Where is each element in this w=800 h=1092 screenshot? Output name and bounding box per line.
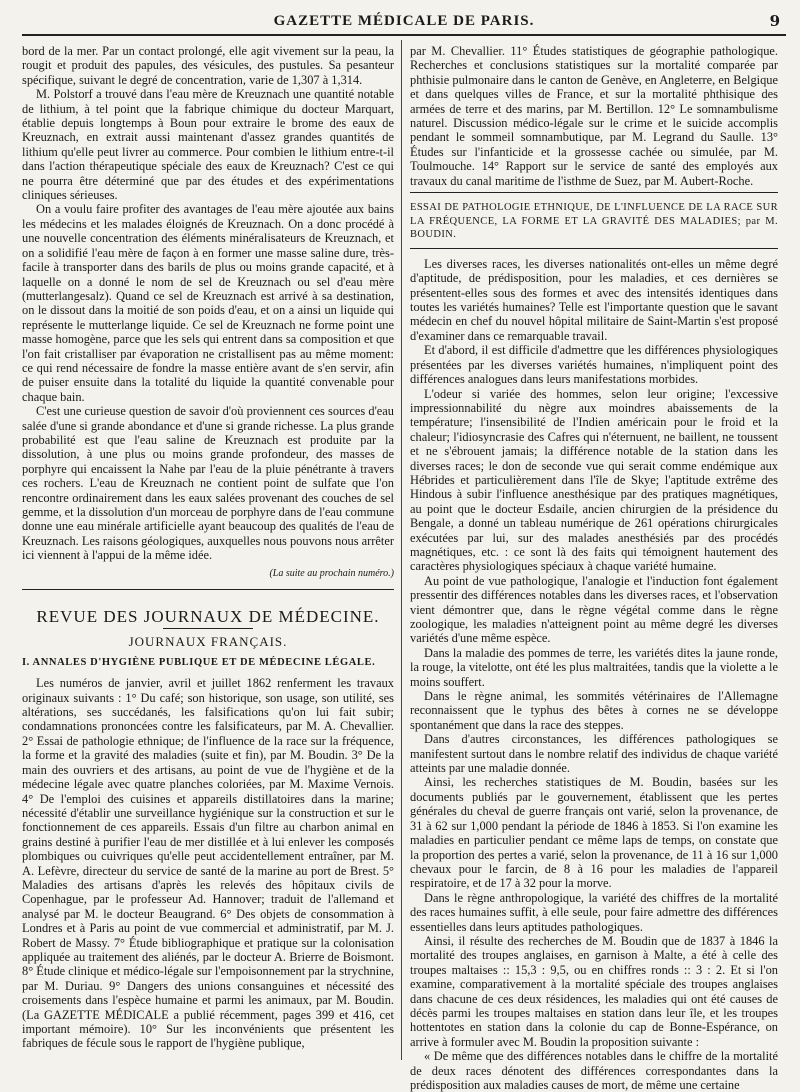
article-rule (410, 192, 778, 193)
paragraph: M. Polstorf a trouvé dans l'eau mère de Kreuznach une quantité notable de lithium, à tel point que la fabrique chimique du docteur Marquart, établie depuis longtemps à Boun pour extraire le brome des eaux de Kreuznach, en extrait aussi maintenant d'assez grandes quantités de lithium qu'elle peut livrer au commerce. Pour combien le lithium entre-t-il dans l'action thérapeutique spéciale des eaux de Kreuznach? C'est ce qui ne pourra être déterminé que par des études et des expérimentations cliniques sérieuses. (22, 87, 394, 203)
paragraph: On a voulu faire profiter des avantages de l'eau mère ajoutée aux bains les médecins et les malades éloignés de Kreuznach. On a donc procédé à une nouvelle concentration des éléments minéralisateurs de Kreuznach, et on a solidifié l'eau mère de façon à en former une masse saline dure, très-facile à transporter dans des barils de plus ou moins grande capacité, et à laquelle on a donné le nom de sel de Kreuznach ou sel d'eau mère (mutterlangesalz). Quand ce sel de Kreuznach est arrivé à sa destination, on le dissout dans la moitié de son poids d'eau, et on a ainsi un liquide qui représente le mutterlange liquide. Ce sel de Kreuznach ne forme point une masse homogène, parce que les sels qui entrent dans sa composition et que l'on fait cristalliser par évaporation ne cristallisent pas au même moment: ce qui rend nécessaire de fondre la masse entière avant de s'en servir, afin de puiser ensuite dans la totalité du liquide la quantité convenable pour chaque bain. (22, 202, 394, 404)
section-title: I. ANNALES D'HYGIÈNE PUBLIQUE ET DE MÉDECINE LÉGALE. (22, 656, 376, 668)
paragraph: Au point de vue pathologique, l'analogie et l'induction font également pressentir des différences notables dans les diverses races, et l'observation vient démontrer que, dans le règne végétal comme dans le règne zoologique, les maladies n'atteignent point au même degré les diverses variétés d'une même espèce. (410, 573, 778, 646)
article-rule (410, 248, 778, 249)
paragraph: bord de la mer. Par un contact prolongé, elle agit vivement sur la peau, la rougit et produit des papules, des vésicules, des pustules. Sa pesanteur spécifique, suivant le degré de concentration, varie de 1,307 à 1,314. (22, 44, 394, 87)
column-divider (401, 40, 402, 1060)
section-rule (22, 589, 394, 590)
paragraph: par M. Chevallier. 11° Études statistiques de géographie pathologique. Recherches et conclusions statistiques sur la mortalité comparée par phthisie pulmonaire dans le canton de Genève, en Angleterre, en Belgique et dans quelques villes de France, et sur la mortalité phthisique des armées de terre et des marins, par M. Bertillon. 12° Le somnambulisme naturel. Discussion médico-légale sur le crime et le suicide accomplis pendant le sommeil somnambutique, par M. Legrand du Saulle. 13° Études sur l'infanticide et la grossesse cachée ou simulée, par M. Toulmouche. 14° Rapport sur le service de santé des employés aux travaux du canal maritime de l'isthme de Suez, par M. Aubert-Roche. (410, 44, 778, 188)
paragraph: L'odeur si variée des hommes, selon leur origine; l'excessive impressionnabilité du nègre aux moindres abaissements de la température; l'insensibilité de l'Indien américain pour le froid et la chaleur; l'idiosyncrasie des Cafres qui n'éternuent, ne baillent, ne toussent et ne s'ébrouent jamais; la différence notable de la station dans les diverses races; le don de seconde vue qui serait comme endémique aux Hébrides et particulièrement dans l'île de Skye; l'aptitude extrême des Hindous à subir l'influence anesthésique par des pratiques magnétiques, au point que le docteur Esdaile, ancien chirurgien de la présidence du Bengale, a donné un tableau numérique de 261 opérations chirurgicales exécutées par lui, sur des malades anesthésiés par des procédés magnétiques, etc. : ce sont là des faits qui témoignent hautement des caractères physiologiques spéciaux à chaque variété humaine. (410, 386, 778, 574)
continued-note: (La suite au prochain numéro.) (269, 567, 394, 579)
left-column (22, 44, 394, 1051)
article-title: ESSAI DE PATHOLOGIE ETHNIQUE, DE L'INFLUENCE DE LA RACE SUR LA FRÉQUENCE, LA FORME ET LA GRAVITÉ DES MALADIES; par M. BOUDIN. (410, 202, 778, 241)
page-header (22, 6, 786, 36)
revue-title: REVUE DES JOURNAUX DE MÉDECINE. (36, 607, 380, 627)
paragraph: Les numéros de janvier, avril et juillet 1862 renferment les travaux originaux suivants : 1° Du café; son historique, son usage, son utilité, ses altérations, ses succédanés, les falsifications qu'on lui fait subir; condamnations prononcées contre les falsificateurs, par M. A. Chevallier. 2° Essai de pathologie ethnique; de l'influence de la race sur la fréquence, la forme et la gravité des maladies (suite et fin), par M. Boudin. 3° De la main des ouvriers et des artisans, au point de vue de l'hygiène et de la médecine légale avec quatre planches coloriées, par M. Maxime Vernois. 4° De l'emploi des cuisines et appareils distillatoires dans la marine; nécessité d'établir une surveillance hygiénique sur la construction et sur le fonctionnement de ces appareils. Essais d'un filtre au charbon animal en grains destiné à purifier l'eau de mer distillée et à lui enlever les composés plombiques ou cuivriques qu'elle peut accidentellement entraîner, par M. A. Lefèvre, directeur du service de santé de la marine au port de Brest. 5° Maladies des artisans d'après les relevés des hôpitaux civils de Copenhague, par le professeur Ad. Hannover; traduit de l'allemand et analysé par M. le docteur Beaugrand. 6° Des objets de consommation à Londres et à Paris au point de vue commercial et administratif, par M. J. Robert de Massy. 7° Étude bibliographique et pratique sur la colonisation appliquée au traitement des aliénés, par le docteur A. Brierre de Boismont. 8° Étude clinique et médico-légale sur l'empoisonnement par la strychnine, par M. Duriau. 9° Dangers des unions consanguines et nécessité des croisements dans l'espèce humaine et parmi les animaux, par M. Boudin. (La GAZETTE MÉDICALE a publié récemment, pages 399 et 416, cet important mémoire). 10° Sur les inconvénients que présentent les fabriques de fécule sous le rapport de l'hygiène publique, (22, 676, 394, 1051)
page-number: 9 (769, 12, 780, 30)
paragraph: Dans le règne anthropologique, la variété des chiffres de la mortalité des races humaines suffit, à elle seule, pour faire admettre des différences essentielles dans leurs aptitudes pathologiques. (410, 890, 778, 934)
journal-title: GAZETTE MÉDICALE DE PARIS. (273, 13, 535, 29)
paragraph: « De même que des différences notables dans le chiffre de la mortalité de deux races dénotent des différences correspondantes dans la prédisposition aux maladies causes de mort, de même une certaine (410, 1049, 778, 1092)
right-column (410, 44, 778, 1092)
paragraph: Dans la maladie des pommes de terre, les variétés dites la jaune ronde, la rouge, la vitelotte, ont été les plus maltraitées, tandis que la violette a le moins souffert. (410, 645, 778, 689)
paragraph: Ainsi, il résulte des recherches de M. Boudin que de 1837 à 1846 la mortalité des troupes anglaises, en garnison à Malte, a été à celle des troupes maltaises :: 15,3 : 9,5, ou en chiffres ronds :: 3 : 2. Et si l'on examine, comparativement à la mortalité spéciale des troupes anglaises dans chacune de ces deux résidences, les maladies qui ont été causes de décès parmi les troupes maltaises en station dans leur île, et les troupes hottentotes en station dans la colonie du cap de Bonne-Espérance, on arrive à formuler avec M. Boudin la proposition suivante : (410, 933, 778, 1049)
paragraph: Et d'abord, il est difficile d'admettre que les différences physiologiques présentées par les diverses variétés humaines, n'impliquent point des différences analogues dans leurs manifestations morbides. (410, 343, 778, 387)
journaux-title: JOURNAUX FRANÇAIS. (128, 634, 288, 650)
paragraph: Ainsi, les recherches statistiques de M. Boudin, basées sur les documents publiés par le gouvernement, établissent que les pertes générales du cheval de guerre français ont varié, selon la provenance, de 31 à 62 sur 1,000 pendant la période de 1846 à 1853. Si l'on examine les maladies en particulier pendant ce même laps de temps, on constate que la proportion des pertes a varié, selon la provenance, de 11 à 16 sur 1,000 chevaux pour le farcin, de 8 à 16 pour les maladies de l'appareil respiratoire, et de 17 à 32 pour la morve. (410, 775, 778, 891)
title-rule (163, 628, 253, 629)
paragraph: Les diverses races, les diverses nationalités ont-elles un même degré d'aptitude, de prédisposition, pour les maladies, et ces dernières se présentent-elles sous des formes et avec des intensités identiques dans toutes les variétés humaines? Telle est l'importante question que le savant médecin en chef du nouvel hôpital militaire de Saint-Martin s'est proposé d'examiner dans ce remarquable travail. (410, 256, 778, 343)
paragraph: Dans d'autres circonstances, les différences pathologiques se manifestent surtout dans le nombre relatif des individus de chaque variété atteints par une maladie donnée. (410, 732, 778, 776)
paragraph: Dans le règne animal, les sommités vétérinaires de l'Allemagne reconnaissent que le typhus des bêtes à cornes ne se développe spontanément que dans la race des steppes. (410, 689, 778, 732)
paragraph: C'est une curieuse question de savoir d'où proviennent ces sources d'eau salée d'une si grande abondance et d'une si grande richesse. La plus grande probabilité est que l'eau saline de Kreuznach est produite par la dissolution, à une plus ou moins grande profondeur, des masses de porphyre qui encaissent la Nahe par l'eau de la pluie pénétrante à travers ces rochers. L'eau de Kreuznach ne contient point de sulfate que l'on rencontre ordinairement dans les eaux salées provenant des couches de sel gemme, et la dissolution d'un morceau de porphyre dans de l'eau commune donne une eau minérale artificielle ayant beaucoup des qualités de l'eau de Kreuznach. Les raisons géologiques, auxquelles nous pouvons nous arrêter ici viennent à l'appui de la même idée. (22, 404, 394, 563)
